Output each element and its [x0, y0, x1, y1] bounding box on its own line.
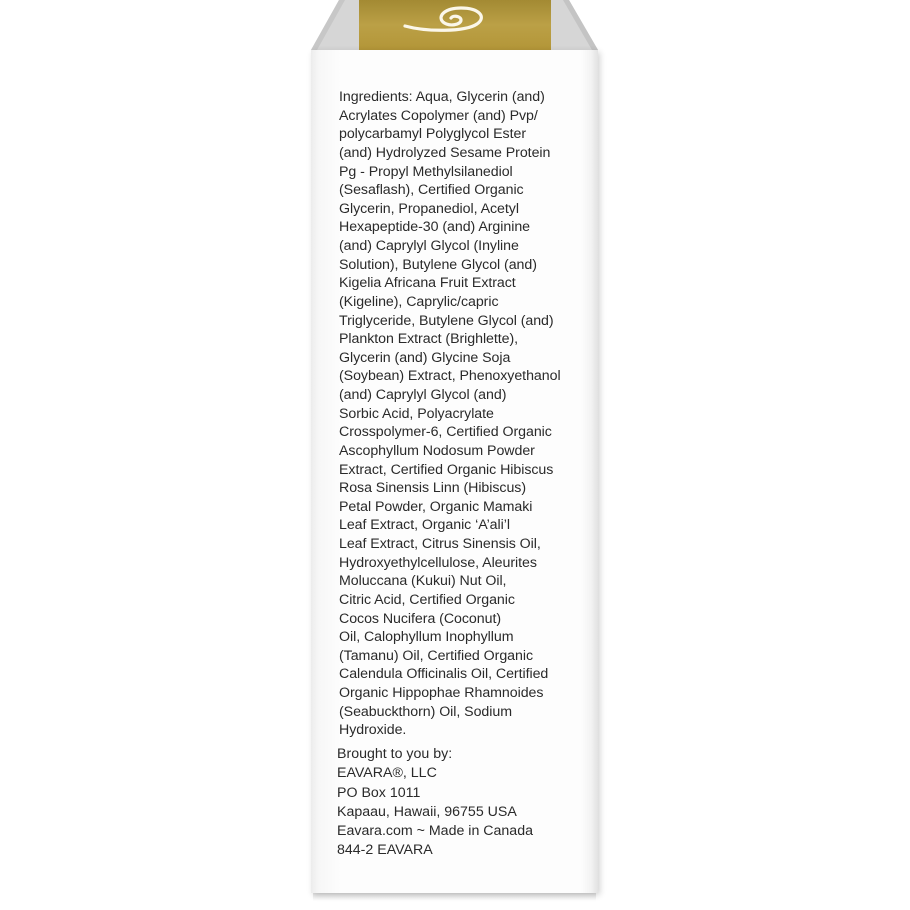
ingredients-line: Hexapeptide-30 (and) Arginine: [339, 219, 530, 236]
ingredients-line: Plankton Extract (Brighlette),: [339, 331, 519, 348]
company-phone: 844-2 EAVARA: [337, 842, 433, 859]
ingredients-line: Glycerin (and) Glycine Soja: [339, 349, 511, 366]
ingredients-line: Calendula Officinalis Oil, Certified: [339, 666, 549, 683]
ingredients-line: Extract, Certified Organic Hibiscus: [339, 461, 554, 478]
ingredients-list: [339, 88, 589, 740]
company-po-box: PO Box 1011: [337, 784, 421, 801]
ingredients-line: Citric Acid, Certified Organic: [339, 591, 515, 608]
box-lid-graphic: [311, 0, 598, 50]
ingredients-line: (and) Hydrolyzed Sesame Protein: [339, 144, 551, 161]
box-shadow: [313, 893, 596, 901]
ingredients-line: (Seabuckthorn) Oil, Sodium: [339, 703, 512, 720]
company-name: EAVARA®, LLC: [337, 765, 437, 782]
ingredients-line: Acrylates Copolymer (and) Pvp/: [339, 107, 538, 124]
ingredients-line: Moluccana (Kukui) Nut Oil,: [339, 573, 507, 590]
company-website: Eavara.com ~ Made in Canada: [337, 823, 533, 840]
ingredients-line: Kigelia Africana Fruit Extract: [339, 275, 516, 292]
ingredients-line: Organic Hippophae Rhamnoides: [339, 685, 544, 701]
ingredients-line: polycarbamyl Polyglycol Ester: [339, 126, 526, 143]
ingredients-line: Leaf Extract, Citrus Sinensis Oil,: [339, 536, 541, 552]
ingredients-line: Ingredients: Aqua, Glycerin (and): [339, 89, 545, 105]
ingredients-line: Rosa Sinensis Linn (Hibiscus): [339, 480, 527, 497]
ingredients-line: Leaf Extract, Organic ‘A’ali’l: [339, 517, 510, 534]
ingredients-line: Petal Powder, Organic Mamaki: [339, 498, 533, 515]
ingredients-line: (Kigeline), Caprylic/capric: [339, 293, 499, 310]
box-lid: [311, 0, 598, 50]
ingredients-line: Hydroxide.: [339, 722, 407, 739]
ingredients-line: Pg - Propyl Methylsilanediol: [339, 163, 513, 180]
ingredients-line: (Soybean) Extract, Phenoxyethanol: [339, 368, 561, 385]
ingredients-line: Triglyceride, Butylene Glycol (and): [339, 312, 554, 329]
ingredients-line: (and) Caprylyl Glycol (Inyline: [339, 238, 519, 254]
ingredients-line: Sorbic Acid, Polyacrylate: [339, 405, 494, 422]
ingredients-line: Cocos Nucifera (Coconut): [339, 610, 502, 627]
ingredients-line: Oil, Calophyllum Inophyllum: [339, 629, 514, 646]
ingredients-line: (and) Caprylyl Glycol (and): [339, 387, 507, 403]
ingredients-line: Glycerin, Propanediol, Acetyl: [339, 200, 519, 217]
ingredients-line: Hydroxyethylcellulose, Aleurites: [339, 554, 537, 571]
ingredients-line: (Sesaflash), Certified Organic: [339, 182, 524, 199]
ingredients-line: Solution), Butylene Glycol (and): [339, 256, 537, 273]
ingredients-line: Crosspolymer-6, Certified Organic: [339, 424, 552, 441]
company-intro: Brought to you by:: [337, 746, 453, 762]
company-address: Kapaau, Hawaii, 96755 USA: [337, 803, 517, 820]
company-info: [337, 745, 587, 861]
ingredients-line: Ascophyllum Nodosum Powder: [339, 442, 535, 459]
ingredients-line: (Tamanu) Oil, Certified Organic: [339, 647, 533, 664]
